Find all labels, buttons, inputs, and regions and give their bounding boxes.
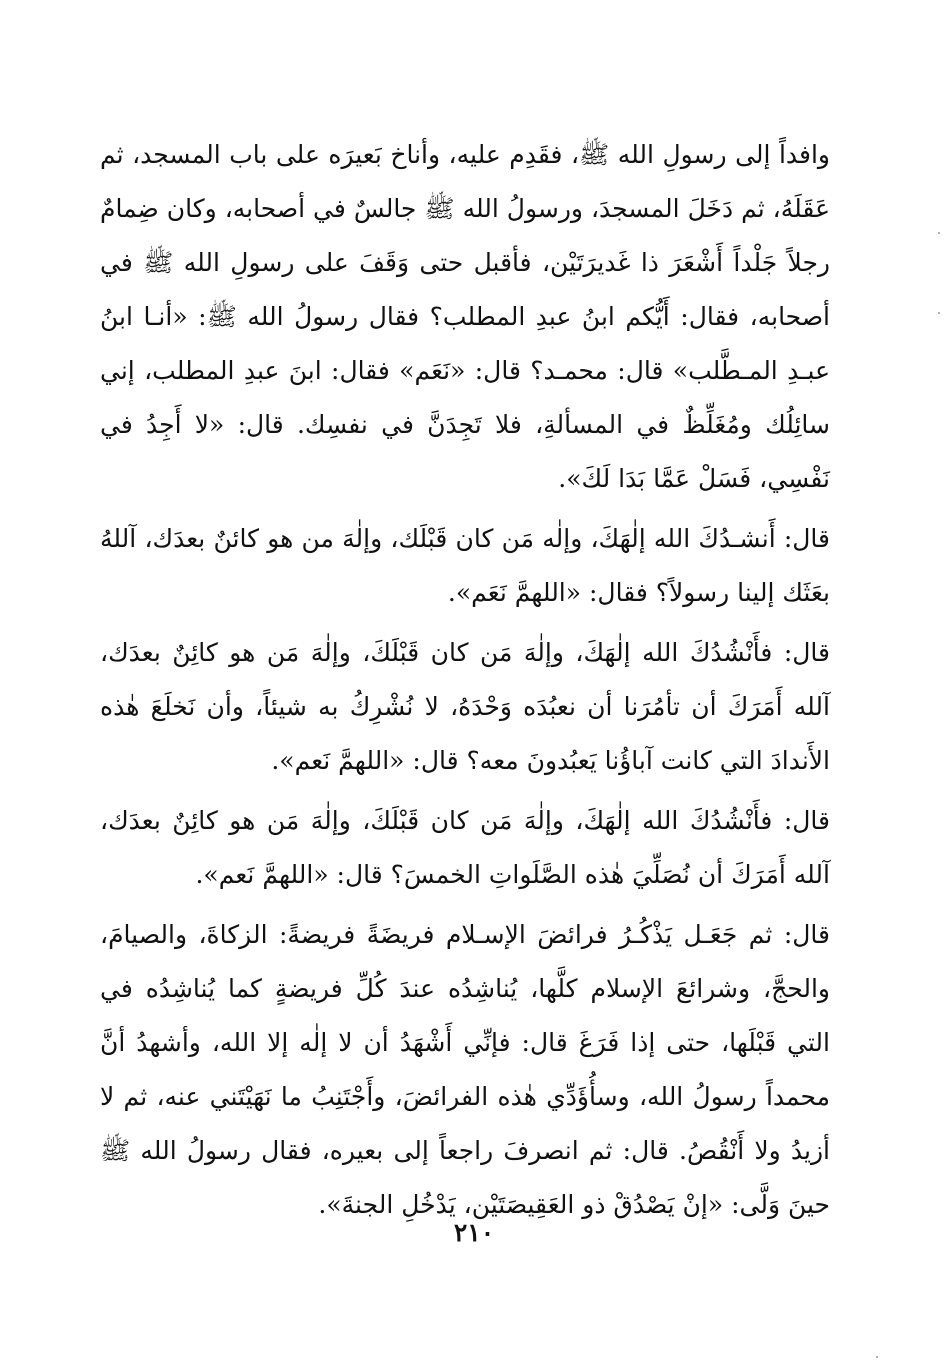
paragraph-5: قال: ثم جَعَـل يَذْكُـرُ فرائضَ الإسـلام فريضَةً فريضةً: الزكاةَ، والصيامَ، والحجَّ، وشرائعَ الإسلام كلَّها، يُناشِدُه عندَ كُلِّ فريضةٍ كما يُناشِدُه في التي قَبْلَها، حتى إذا فَرَغَ قال: فإنِّي أَشْهَدُ أن لا إلٰه إلا الله، وأشهدُ أنَّ محمداً رسولُ الله، وسأُؤَدِّي هٰذه الفرائضَ، وأَجْتَنِبُ ما نَهَيْتَني عنه، ثم لا أزيدُ ولا أَنْقُصُ. قال: ثم انصرفَ راجعاً إلى بعيره، فقال رسولُ الله ﷺ حينَ وَلَّى: «إنْ يَصْدُقْ ذو العَقِيصَتَيْن، يَدْخُلِ الجنةَ». [100,920,830,1219]
scan-speck [876,1356,878,1358]
paragraph-3: قال: فأَنْشُدُكَ الله إلٰهَكَ، وإلٰهَ مَن كان قَبْلَكَ، وإلٰهَ مَن هو كائِنٌ بعدَك، آلله أَمَرَكَ أن تأمُرَنا أن نعبُدَه وَحْدَهُ، لا نُشْرِكُ به شيئاً، وأن نَخلَعَ هٰذه الأَندادَ التي كانت آباؤُنا يَعبُدونَ معه؟ قال: «اللهمَّ نَعم». [100,638,830,775]
scan-speck [938,312,940,314]
paragraph-2: قال: أَنشـدُكَ الله إلٰهَكَ، وإلٰه مَن كان قَبْلَك، وإلٰهَ من هو كائنٌ بعدَك، آللهُ بعَثَك إلينا رسولاً؟ فقال: «اللهمَّ نَعَم». [100,524,830,607]
paragraph-1: وافداً إلى رسولِ الله ﷺ، فقَدِم عليه، وأناخ بَعيرَه على باب المسجد، ثم عَقَلَهُ، ثم دَخَلَ المسجدَ، ورسولُ الله ﷺ جالسٌ في أصحابه، وكان ضِمامٌ رجلاً جَلْداً أَشْعَرَ ذا غَديرَتَيْن، فأقبل حتى وَقَفَ على رسولِ الله ﷺ في أصحابه، فقال: أَيُّكم ابنُ عبدِ المطلب؟ فقال رسولُ الله ﷺ: «أنـا ابنُ عبـدِ المـطَّلب» قال: محمـد؟ قال: «نَعَم» فقال: ابنَ عبدِ المطلب، إني سائِلُك ومُغَلِّظٌ في المسألةِ، فلا تَجِدَنَّ في نفسِك. قال: «لا أَجِدُ في نَفْسِي، فَسَلْ عَمَّا بَدَا لَكَ». [100,140,830,493]
page-number: ٢١٠ [453,1218,495,1247]
scan-speck [938,232,940,234]
page-body [100,128,830,1232]
paragraph-4: قال: فأَنْشُدُكَ الله إلٰهَكَ، وإلٰهَ مَن كان قَبْلَكَ، وإلٰهَ مَن هو كائِنٌ بعدَك، آلله أَمَرَكَ أن نُصَلِّيَ هٰذه الصَّلَواتِ الخمسَ؟ قال: «اللهمَّ نَعم». [100,806,830,889]
